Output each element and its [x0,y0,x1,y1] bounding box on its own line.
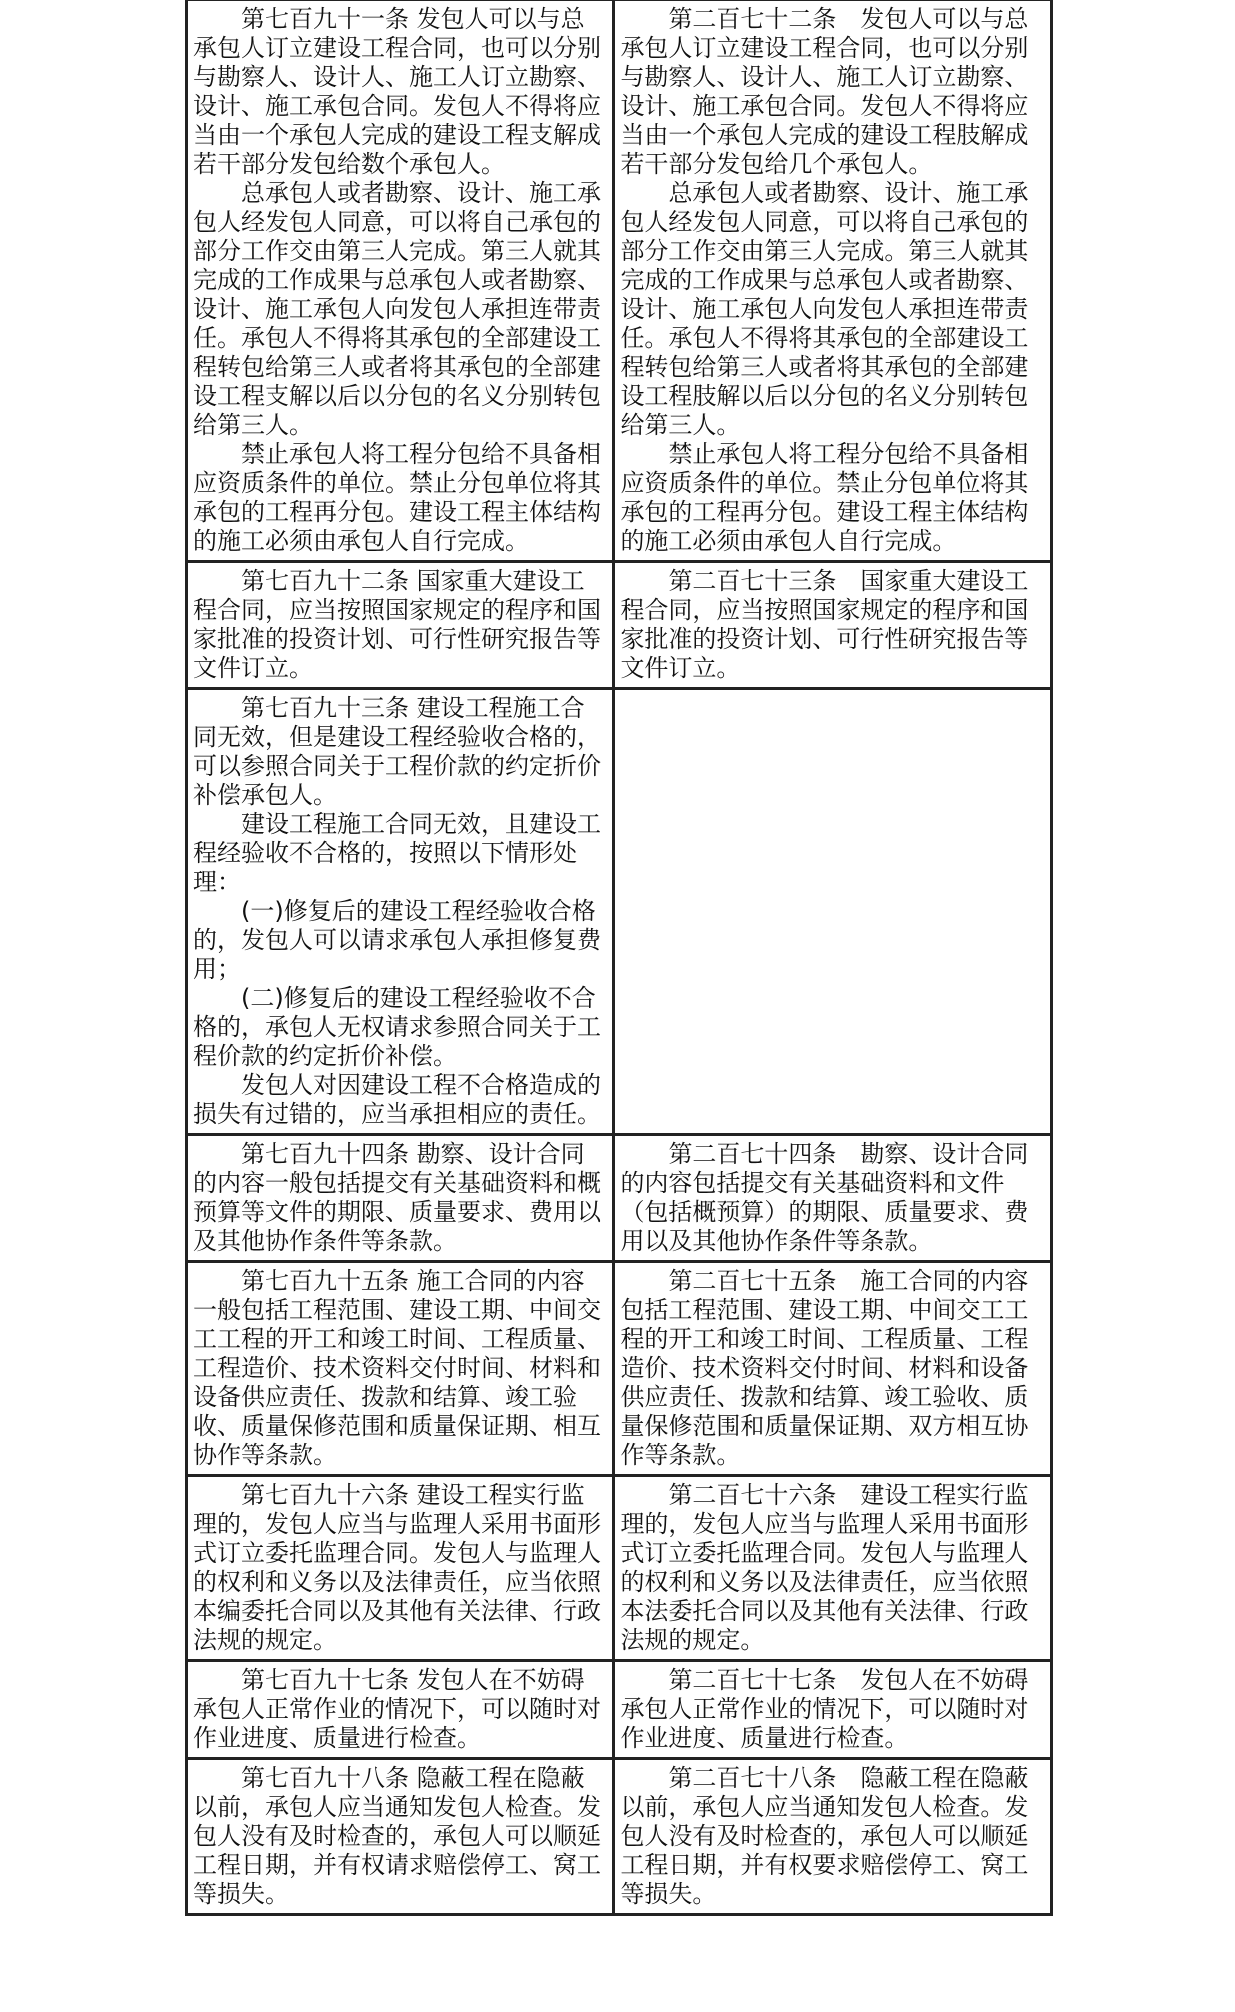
article-paragraph: 禁止承包人将工程分包给不具备相应资质条件的单位。禁止分包单位将其承包的工程再分包。建设工程主体结构的施工必须由承包人自行完成。 [620,440,1029,555]
article-paragraph: 第七百九十一条 发包人可以与总承包人订立建设工程合同，也可以分别与勘察人、设计人、施工人订立勘察、设计、施工承包合同。发包人不得将应当由一个承包人完成的建设工程支解成若干部分发包给数个承包人。 [193,5,601,178]
table-row [187,1262,1052,1476]
article-paragraph: 总承包人或者勘察、设计、施工承包人经发包人同意，可以将自己承包的部分工作交由第三人完成。第三人就其完成的工作成果与总承包人或者勘察、设计、施工承包人向发包人承担连带责任。承包人不得将其承包的全部建设工程转包给第三人或者将其承包的全部建设工程肢解以后以分包的名义分别转包给第三人。 [620,179,1029,439]
article-paragraph: 第二百七十五条 施工合同的内容包括工程范围、建设工期、中间交工工程的开工和竣工时间、工程质量、工程造价、技术资料交付时间、材料和设备供应责任、拨款和结算、竣工验收、质量保修范围和质量保证期、双方相互协作等条款。 [620,1267,1029,1469]
article-paragraph: 建设工程施工合同无效，且建设工程经验收不合格的，按照以下情形处理： [193,810,601,896]
old-law-cell [614,1262,1052,1476]
article-paragraph: (二)修复后的建设工程经验收不合格的，承包人无权请求参照合同关于工程价款的约定折价补偿。 [193,984,601,1070]
article-paragraph: (一)修复后的建设工程经验收合格的，发包人可以请求承包人承担修复费用； [193,897,601,983]
table-row [187,1135,1052,1262]
new-code-cell [187,1661,614,1759]
old-law-cell [614,689,1052,1135]
comparison-table-body [187,0,1052,1915]
article-paragraph: 第二百七十六条 建设工程实行监理的，发包人应当与监理人采用书面形式订立委托监理合同。发包人与监理人的权利和义务以及法律责任，应当依照本法委托合同以及其他有关法律、行政法规的规定。 [620,1481,1029,1654]
new-code-cell [187,1476,614,1661]
article-paragraph: 第七百九十八条 隐蔽工程在隐蔽以前，承包人应当通知发包人检查。发包人没有及时检查的，承包人可以顺延工程日期，并有权请求赔偿停工、窝工等损失。 [193,1764,601,1908]
old-law-cell [614,0,1052,562]
article-paragraph: 第七百九十五条 施工合同的内容一般包括工程范围、建设工期、中间交工工程的开工和竣工时间、工程质量、工程造价、技术资料交付时间、材料和设备供应责任、拨款和结算、竣工验收、质量保修范围和质量保证期、相互协作等条款。 [193,1267,601,1469]
table-row [187,0,1052,562]
new-code-cell [187,1759,614,1915]
new-code-cell [187,0,614,562]
article-paragraph: 第七百九十六条 建设工程实行监理的，发包人应当与监理人采用书面形式订立委托监理合同。发包人与监理人的权利和义务以及法律责任，应当依照本编委托合同以及其他有关法律、行政法规的规定。 [193,1481,601,1654]
article-paragraph: 第七百九十三条 建设工程施工合同无效，但是建设工程经验收合格的，可以参照合同关于工程价款的约定折价补偿承包人。 [193,694,601,809]
old-law-cell [614,562,1052,689]
article-paragraph: 第七百九十二条 国家重大建设工程合同，应当按照国家规定的程序和国家批准的投资计划、可行性研究报告等文件订立。 [193,567,601,682]
comparison-table [185,0,1053,1916]
old-law-cell [614,1476,1052,1661]
article-paragraph: 禁止承包人将工程分包给不具备相应资质条件的单位。禁止分包单位将其承包的工程再分包。建设工程主体结构的施工必须由承包人自行完成。 [193,440,601,555]
article-paragraph: 第二百七十七条 发包人在不妨碍承包人正常作业的情况下，可以随时对作业进度、质量进行检查。 [620,1666,1029,1752]
new-code-cell [187,1135,614,1262]
table-row [187,562,1052,689]
old-law-cell [614,1661,1052,1759]
article-paragraph: 第二百七十四条 勘察、设计合同的内容包括提交有关基础资料和文件（包括概预算）的期限、质量要求、费用以及其他协作条件等条款。 [620,1140,1029,1255]
new-code-cell [187,562,614,689]
table-row [187,1476,1052,1661]
article-paragraph: 第二百七十三条 国家重大建设工程合同，应当按照国家规定的程序和国家批准的投资计划、可行性研究报告等文件订立。 [620,567,1029,682]
article-paragraph: 发包人对因建设工程不合格造成的损失有过错的，应当承担相应的责任。 [193,1071,601,1128]
article-paragraph: 总承包人或者勘察、设计、施工承包人经发包人同意，可以将自己承包的部分工作交由第三人完成。第三人就其完成的工作成果与总承包人或者勘察、设计、施工承包人向发包人承担连带责任。承包人不得将其承包的全部建设工程转包给第三人或者将其承包的全部建设工程支解以后以分包的名义分别转包给第三人。 [193,179,601,439]
table-row [187,689,1052,1135]
new-code-cell [187,1262,614,1476]
article-paragraph: 第二百七十二条 发包人可以与总承包人订立建设工程合同，也可以分别与勘察人、设计人、施工人订立勘察、设计、施工承包合同。发包人不得将应当由一个承包人完成的建设工程肢解成若干部分发包给几个承包人。 [620,5,1029,178]
article-paragraph: 第二百七十八条 隐蔽工程在隐蔽以前，承包人应当通知发包人检查。发包人没有及时检查的，承包人可以顺延工程日期，并有权要求赔偿停工、窝工等损失。 [620,1764,1029,1908]
new-code-cell [187,689,614,1135]
table-row [187,1661,1052,1759]
article-paragraph: 第七百九十七条 发包人在不妨碍承包人正常作业的情况下，可以随时对作业进度、质量进行检查。 [193,1666,601,1752]
table-row [187,1759,1052,1915]
old-law-cell [614,1135,1052,1262]
article-paragraph: 第七百九十四条 勘察、设计合同的内容一般包括提交有关基础资料和概预算等文件的期限、质量要求、费用以及其他协作条件等条款。 [193,1140,601,1255]
old-law-cell [614,1759,1052,1915]
